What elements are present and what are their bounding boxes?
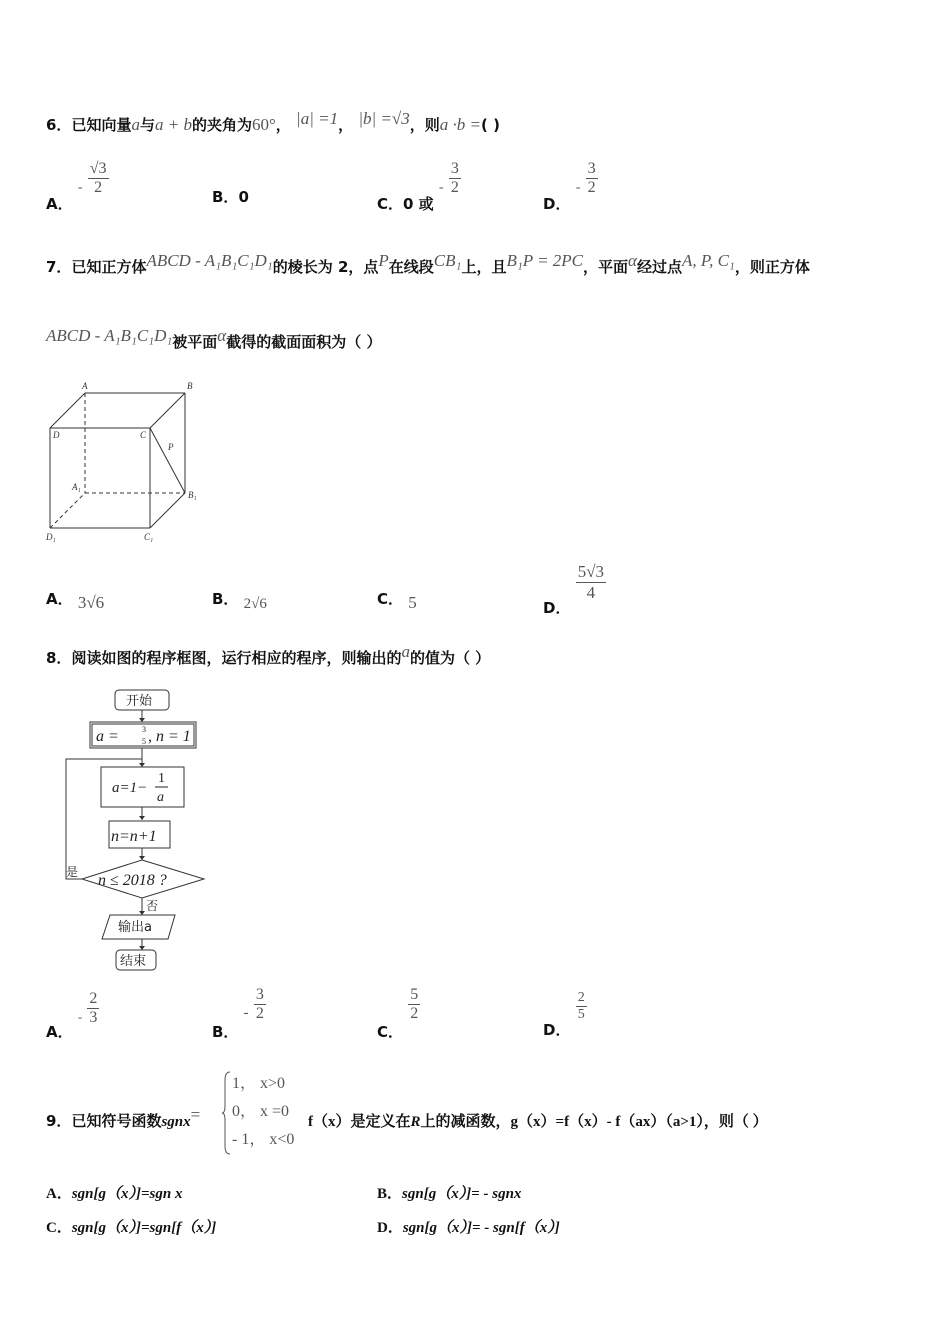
q7-cube: ABCD - A₁B₁C₁D₁: [146, 251, 273, 270]
option-label: C．: [377, 195, 404, 214]
q8-option-c[interactable]: [377, 986, 420, 1042]
q6-text: 与: [139, 116, 155, 134]
q6-stem: [46, 109, 500, 135]
flow-loop-line: [66, 759, 142, 879]
option-label: A．: [46, 590, 73, 608]
q7-plane: α: [628, 251, 637, 270]
numerator: 5: [408, 986, 420, 1005]
flow-start-label: 开始: [126, 694, 153, 709]
case-zero: 0， x =0: [232, 1103, 290, 1120]
q8-flowchart: [60, 684, 220, 984]
arrowhead: [139, 911, 145, 915]
label-a: A: [82, 381, 88, 391]
q7-text: 的棱长为 2，点: [272, 258, 379, 276]
sign: -: [575, 180, 581, 196]
numerator: 3: [586, 160, 598, 179]
q7-cube: ABCD - A₁B₁C₁D₁: [46, 326, 173, 345]
denominator: 2: [410, 1005, 419, 1023]
flow-yes-label: 是: [66, 865, 79, 879]
q6-answer-blank: ( ): [481, 116, 500, 134]
fraction: [87, 990, 99, 1028]
q6-text: 已知向量: [71, 116, 132, 134]
option-value: sgn[g（x）]= - sgnx: [402, 1186, 522, 1202]
label-c1: C₁: [144, 532, 154, 542]
q8-stem: [46, 642, 491, 668]
q6-text: ，: [275, 116, 291, 134]
q9-sgnx: sgnx: [161, 1114, 191, 1130]
q7-option-b[interactable]: [212, 588, 267, 612]
arrowhead: [139, 816, 145, 820]
denominator: 2: [587, 179, 596, 197]
flow-step2-label: n=n+1: [111, 828, 157, 845]
q8-number: 8．: [46, 649, 72, 667]
option-label: B．: [212, 1023, 239, 1042]
option-label: D．: [543, 1021, 571, 1040]
q9-text: 已知符号函数: [71, 1112, 162, 1130]
segment-cb1: [150, 428, 185, 493]
q9-number: 9．: [46, 1112, 72, 1130]
option-label: B．: [377, 1186, 403, 1202]
sign: -: [77, 180, 83, 196]
q9-piecewise: [222, 1068, 302, 1158]
case-positive: 1， x>0: [232, 1075, 286, 1092]
option-label: A．: [46, 1186, 72, 1202]
hidden-edge: [50, 493, 85, 528]
q7-text: ，则正方体: [734, 258, 810, 276]
sign: -: [77, 1009, 83, 1025]
option-value: sgn[g（x）]=sgn x: [71, 1186, 183, 1202]
label-d1: D₁: [46, 532, 56, 542]
label-b: B: [187, 381, 193, 391]
q7-plane: α: [217, 326, 227, 345]
q7-option-a[interactable]: [46, 588, 105, 612]
label-b1: B₁: [188, 490, 197, 500]
q6-option-d[interactable]: [543, 160, 598, 214]
denominator: 2: [255, 1005, 264, 1023]
q7-segment: CB₁: [433, 251, 462, 270]
q6-text: ，: [409, 116, 425, 134]
q6-angle: 60°: [251, 115, 276, 134]
option-value: 0: [238, 188, 249, 206]
q6-option-b[interactable]: [212, 186, 249, 207]
denominator: 4: [586, 582, 596, 602]
fraction: [449, 160, 461, 198]
option-value: 2√6: [243, 596, 267, 612]
fraction: [576, 990, 587, 1023]
q9-option-b[interactable]: [377, 1182, 521, 1203]
numerator: √3: [88, 160, 109, 179]
q7-stem-line2: [46, 326, 382, 352]
q6-vector-a: a: [131, 115, 140, 134]
q6-vector-sum: a + b: [154, 115, 192, 134]
option-label: D．: [377, 1220, 403, 1236]
left-brace: [222, 1068, 232, 1158]
q6-number: 6．: [46, 116, 72, 134]
q9-option-a[interactable]: [46, 1182, 183, 1203]
flow-no-label: 否: [146, 899, 159, 913]
denominator: 5: [577, 1007, 585, 1023]
flow-end-label: 结束: [120, 954, 147, 969]
label-p: P: [168, 442, 174, 452]
q7-number: 7．: [46, 258, 72, 276]
q7-stem-line1: [46, 251, 810, 277]
flow-init-a: a =: [96, 728, 119, 745]
q7-text: ，平面: [583, 258, 629, 276]
arrowhead: [139, 946, 145, 950]
flow-init-num: 3: [142, 725, 146, 734]
numerator: 2: [576, 990, 587, 1007]
q7-text: 被平面: [172, 333, 218, 351]
q7-points: A, P, C₁: [682, 251, 735, 270]
flow-step1-num: 1: [158, 771, 165, 786]
denominator: 2: [450, 179, 459, 197]
arrowhead: [139, 856, 145, 860]
label-c: C: [140, 430, 147, 440]
q9-equals: =: [190, 1105, 201, 1124]
numerator: 3: [449, 160, 461, 179]
q6-option-c[interactable]: [377, 160, 461, 214]
option-label: D．: [543, 195, 571, 214]
q8-text: 阅读如图的程序框图，运行相应的程序，则输出的: [71, 649, 402, 667]
q7-text: 已知正方体: [71, 258, 147, 276]
flow-condition-label: n ≤ 2018 ?: [98, 872, 167, 889]
option-value: sgn[g（x）]=sgn[f（x）]: [71, 1220, 217, 1236]
numerator: 5√3: [577, 562, 605, 581]
fraction: [254, 986, 266, 1024]
fraction: [586, 160, 598, 198]
q9-option-d[interactable]: [377, 1216, 560, 1237]
option-label: C．: [46, 1220, 72, 1236]
sign: -: [243, 1005, 249, 1022]
q8-option-b[interactable]: [212, 986, 266, 1042]
edge: [150, 393, 185, 428]
fraction: [576, 562, 606, 602]
option-label: B．: [212, 188, 239, 206]
sign: -: [438, 180, 444, 196]
flow-init-n: , n = 1: [148, 728, 191, 745]
q6-option-a[interactable]: [46, 160, 109, 214]
q6-dot-product: a ·b =: [439, 115, 482, 134]
fraction: [408, 986, 420, 1024]
case-negative: - 1， x<0: [232, 1131, 295, 1148]
q8-variable: a: [401, 642, 410, 661]
edge: [50, 393, 85, 428]
q9-real-set: R: [410, 1114, 421, 1130]
numerator: 3: [254, 986, 266, 1005]
numerator: 2: [87, 990, 99, 1009]
option-value: 5: [408, 593, 417, 612]
flow-step1-left: a=1−: [112, 780, 148, 796]
q7-text: 截得的截面面积为（ ）: [226, 333, 382, 351]
option-label: A．: [46, 1023, 73, 1042]
denominator: 2: [94, 179, 103, 197]
q8-text: 的值为（ ）: [409, 649, 491, 667]
q6-text: ，: [338, 116, 354, 134]
option-label: D．: [543, 598, 571, 617]
q9-stem-suffix: [308, 1110, 768, 1131]
arrowhead: [139, 718, 145, 722]
q7-cube-figure: [40, 378, 210, 548]
fraction: [88, 160, 109, 198]
flow-output-label: 输出a: [118, 920, 152, 935]
q7-text: 在线段: [388, 258, 434, 276]
edge: [150, 493, 185, 528]
option-label: B．: [212, 590, 239, 608]
q7-text: 上，且: [461, 258, 507, 276]
arrowhead: [139, 763, 145, 767]
label-a1: A₁: [72, 482, 81, 492]
q9-text: f（x）是定义在: [308, 1114, 411, 1130]
flow-step1-den: a: [157, 790, 164, 805]
option-label: C．: [377, 590, 404, 608]
option-label: C．: [377, 1023, 404, 1042]
q6-text: 则: [424, 116, 440, 134]
q9-text: 上的减函数，: [420, 1112, 511, 1130]
option-prefix: 0 或: [403, 195, 434, 214]
option-label: A．: [46, 195, 73, 214]
q7-text: 经过点: [636, 258, 682, 276]
flow-init-den: 5: [142, 737, 146, 746]
q7-relation: B₁P = 2PC: [506, 251, 584, 270]
q7-point-p: P: [378, 251, 389, 270]
q7-option-d[interactable]: [543, 562, 606, 617]
option-value: 3√6: [77, 593, 105, 612]
label-d: D: [53, 430, 60, 440]
q7-option-c[interactable]: [377, 588, 417, 612]
q8-option-d[interactable]: [543, 990, 587, 1040]
denominator: 3: [89, 1009, 98, 1027]
q9-stem-prefix: [46, 1105, 201, 1131]
option-value: sgn[g（x）]= - sgn[f（x）]: [402, 1220, 560, 1236]
q9-g-definition: g（x）=f（x）- f（ax）（a>1），则（ ）: [510, 1114, 768, 1130]
q6-text: 的夹角为: [191, 116, 252, 134]
q8-option-a[interactable]: [46, 990, 99, 1042]
q9-option-c[interactable]: [46, 1216, 216, 1237]
q6-abs-a: |a| =1: [296, 109, 339, 128]
q6-abs-b: |b| =√3: [358, 109, 410, 128]
